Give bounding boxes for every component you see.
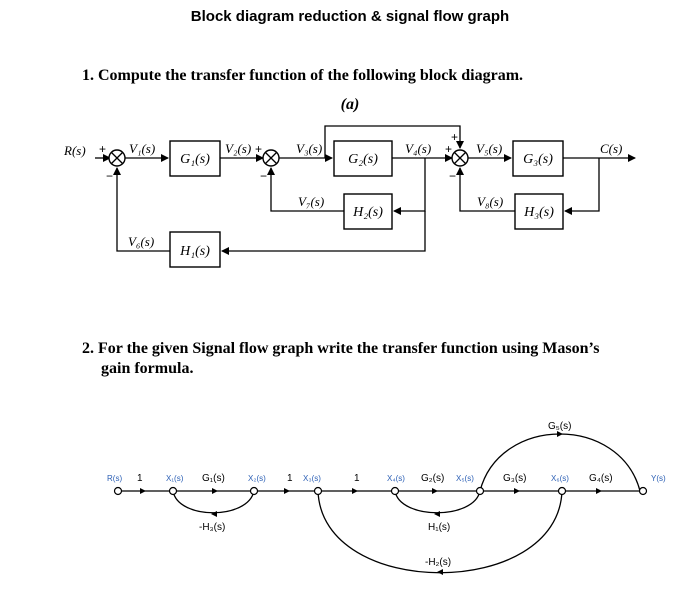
signal-c-label: C(s) bbox=[600, 141, 623, 156]
sfg-gain-g4: G₄(s) bbox=[589, 473, 613, 484]
sfg-arrow-x1-x2 bbox=[212, 488, 218, 494]
sfg-node-r-label: R(s) bbox=[107, 474, 123, 483]
sfg-node-x3 bbox=[315, 488, 322, 495]
sfg-gain-x2-x3: 1 bbox=[287, 473, 293, 484]
sfg-node-y-label: Y(s) bbox=[651, 474, 666, 483]
sfg-node-x2-label: X₂(s) bbox=[248, 474, 266, 483]
signal-v3-label: V₃(s) bbox=[296, 141, 323, 156]
sfg-gain-g5: G₅(s) bbox=[548, 421, 572, 432]
block-h3-label: H₃(s) bbox=[524, 205, 554, 220]
sfg-gain-h1: H₁(s) bbox=[428, 522, 451, 533]
signal-v1-label: V₁(s) bbox=[129, 141, 156, 156]
block-g3-label: G₃(s) bbox=[523, 152, 553, 167]
junction-3-plus-sign-top: + bbox=[451, 130, 459, 144]
sfg-neg-h3-arrow bbox=[211, 511, 217, 517]
sfg-arrow-r-x1 bbox=[140, 488, 146, 494]
sfg-node-x1-label: X₁(s) bbox=[166, 474, 184, 483]
signal-v4-label: V₄(s) bbox=[405, 141, 432, 156]
figure-a-label: (a) bbox=[340, 96, 360, 113]
signal-flow-graph bbox=[107, 421, 666, 575]
sfg-node-x5-label: X₅(s) bbox=[456, 474, 474, 483]
sfg-node-y bbox=[640, 488, 647, 495]
sfg-node-x1 bbox=[170, 488, 177, 495]
sfg-gain-g2: G₂(s) bbox=[421, 473, 445, 484]
junction-1-plus-sign: + bbox=[99, 142, 107, 156]
junction-3-minus-sign: − bbox=[449, 169, 457, 183]
sfg-node-x5 bbox=[477, 488, 484, 495]
junction-2-minus-sign: − bbox=[260, 169, 268, 183]
sfg-gain-r-x1: 1 bbox=[137, 473, 143, 484]
sfg-node-x3-label: X₃(s) bbox=[303, 474, 321, 483]
signal-v5-label: V₅(s) bbox=[476, 141, 503, 156]
sfg-h1-arrow bbox=[434, 511, 440, 517]
sfg-h1-loop bbox=[395, 491, 480, 513]
question-2-line-2: gain formula. bbox=[101, 360, 194, 377]
junction-3-plus-sign-left: + bbox=[445, 142, 453, 156]
sfg-node-x4-label: X₄(s) bbox=[387, 474, 405, 483]
sfg-arrow-x5-x6 bbox=[514, 488, 520, 494]
block-g1-label: G₁(s) bbox=[180, 152, 210, 167]
sfg-arrow-x3-x4 bbox=[352, 488, 358, 494]
sfg-gain-x3-x4: 1 bbox=[354, 473, 360, 484]
sfg-neg-h2-arrow bbox=[437, 569, 443, 575]
sfg-gain-g3: G₃(s) bbox=[503, 473, 527, 484]
question-1-text: 1. Compute the transfer function of the following block diagram. bbox=[82, 67, 524, 84]
sfg-gain-neg-h2: -H₂(s) bbox=[425, 557, 452, 568]
signal-v7-label: V₇(s) bbox=[298, 194, 325, 209]
junction-2-plus-sign: + bbox=[255, 142, 263, 156]
h3-input-path bbox=[565, 158, 599, 211]
sfg-node-x4 bbox=[392, 488, 399, 495]
h2-input-path bbox=[394, 158, 425, 211]
sfg-gain-g1: G₁(s) bbox=[202, 473, 225, 484]
block-diagram bbox=[63, 126, 635, 267]
junction-1-minus-sign: − bbox=[106, 169, 114, 183]
sfg-gain-neg-h3: -H₃(s) bbox=[199, 522, 226, 533]
h1-input-path bbox=[222, 211, 425, 251]
signal-r-label: R(s) bbox=[64, 143, 86, 158]
signal-v8-label: V₈(s) bbox=[477, 194, 504, 209]
block-g2-label: G₂(s) bbox=[348, 152, 378, 167]
signal-v6-label: V₆(s) bbox=[128, 234, 155, 249]
block-h1-label: H₁(s) bbox=[180, 244, 210, 259]
question-2-line-1: 2. For the given Signal flow graph write the transfer function using Mason’s bbox=[82, 340, 600, 357]
sfg-arrow-x4-x5 bbox=[432, 488, 438, 494]
sfg-node-r bbox=[115, 488, 122, 495]
page-title: Block diagram reduction & signal flow graph bbox=[190, 8, 510, 25]
block-h2-label: H₂(s) bbox=[353, 205, 383, 220]
sfg-node-x2 bbox=[251, 488, 258, 495]
sfg-neg-h3-loop bbox=[173, 491, 254, 513]
sfg-arrow-x2-x3 bbox=[284, 488, 290, 494]
sfg-arrow-x6-y bbox=[596, 488, 602, 494]
signal-v2-label: V₂(s) bbox=[225, 141, 252, 156]
sfg-node-x6-label: X₆(s) bbox=[551, 474, 569, 483]
sfg-node-x6 bbox=[559, 488, 566, 495]
